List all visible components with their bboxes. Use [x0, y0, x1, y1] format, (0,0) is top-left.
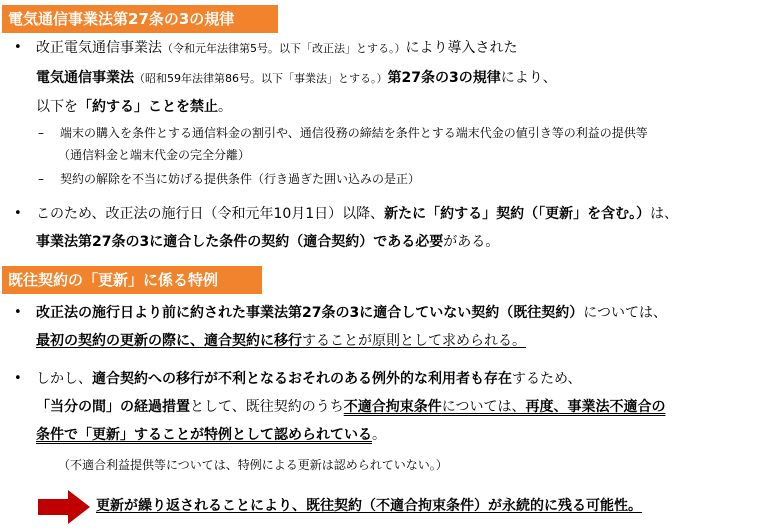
section-header-regulation: 電気通信事業法第27条の3の規律	[2, 5, 278, 33]
text-span: 改正法の施行日より前に約された事業法第27条の3に適合していない契約（既往契約）	[36, 305, 584, 321]
text-span: 再度、事業法不適合の	[525, 399, 666, 415]
text-span: （昭和59年法律第86号。以下「事業法」とする。）	[134, 72, 388, 85]
text-span: 以下を	[36, 99, 78, 115]
text-span: 。	[372, 427, 386, 443]
text-span: は、	[650, 206, 679, 222]
conclusion-text	[96, 496, 642, 516]
text-line	[36, 68, 557, 89]
text-span: については、	[583, 305, 667, 321]
text-span: がある。	[443, 234, 500, 250]
text-line	[36, 397, 665, 417]
bullet-marker: •	[14, 40, 22, 55]
text-line	[36, 204, 678, 224]
text-span: 条件で「更新」することが特例として認められている	[36, 427, 372, 443]
note-text: （不適合利益提供等については、特例による更新は認められていない。）	[58, 458, 448, 472]
text-span: 適合契約への移行が不利となるおそれのある例外的な利用者も存在	[92, 371, 512, 387]
text-span: により、	[500, 70, 557, 86]
bullet-marker: •	[14, 305, 22, 320]
text-span: については、	[441, 399, 526, 415]
text-span: 改正電気通信事業法	[36, 40, 162, 56]
sub-item-text: 契約の解除を不当に妨げる提供条件（行き過ぎた囲い込みの是正）	[60, 172, 421, 186]
bullet-marker: •	[14, 371, 22, 386]
text-line	[36, 303, 667, 323]
text-line	[36, 369, 581, 389]
text-span: このため、改正法の施行日（令和元年10月1日）以降、	[36, 206, 385, 222]
text-span: 「当分の間」の経過措置	[36, 399, 190, 415]
text-span: 不適合拘束条件	[343, 399, 442, 415]
text-span: することが原則として求められる。	[302, 333, 526, 349]
bullet-marker: •	[14, 206, 22, 221]
right-arrow-icon	[38, 490, 90, 524]
text-line	[36, 425, 386, 445]
text-span: 電気通信事業法	[36, 70, 134, 86]
sub-item-text: 端末の購入を条件とする通信料金の割引や、通信役務の締結を条件とする端末代金の値引き等の利益の提供等	[60, 126, 648, 140]
text-span: により導入された	[405, 40, 518, 56]
text-span: 「約する」ことを禁止	[78, 99, 218, 115]
section-header-special-case: 既往契約の「更新」に係る特例	[2, 266, 262, 294]
dash-marker: –	[38, 126, 44, 140]
text-span: 新たに「約する」契約（「更新」を含む。）	[384, 206, 651, 222]
text-line	[36, 38, 518, 59]
text-span: 。	[218, 99, 232, 115]
text-span	[344, 399, 666, 415]
text-line	[36, 232, 499, 252]
text-span: 事業法第27条の3に適合した条件の契約（適合契約）である必要	[36, 234, 444, 250]
conclusion-label: 更新が繰り返されることにより、既往契約（不適合拘束条件）が永続的に残る可能性。	[96, 498, 642, 514]
text-span: するため、	[512, 371, 582, 387]
text-line	[36, 97, 232, 117]
text-span: 最初の契約の更新の際に、適合契約に移行	[36, 333, 302, 349]
text-line	[36, 331, 526, 351]
text-span: しかし、	[36, 371, 92, 387]
dash-marker: –	[38, 172, 44, 186]
text-span: として、既往契約のうち	[190, 399, 344, 415]
sub-item-text: （通信料金と端末代金の完全分離）	[58, 148, 251, 162]
text-span: 第27条の3の規律	[387, 70, 501, 86]
text-span: （令和元年法律第5号。以下「改正法」とする。）	[162, 42, 406, 55]
